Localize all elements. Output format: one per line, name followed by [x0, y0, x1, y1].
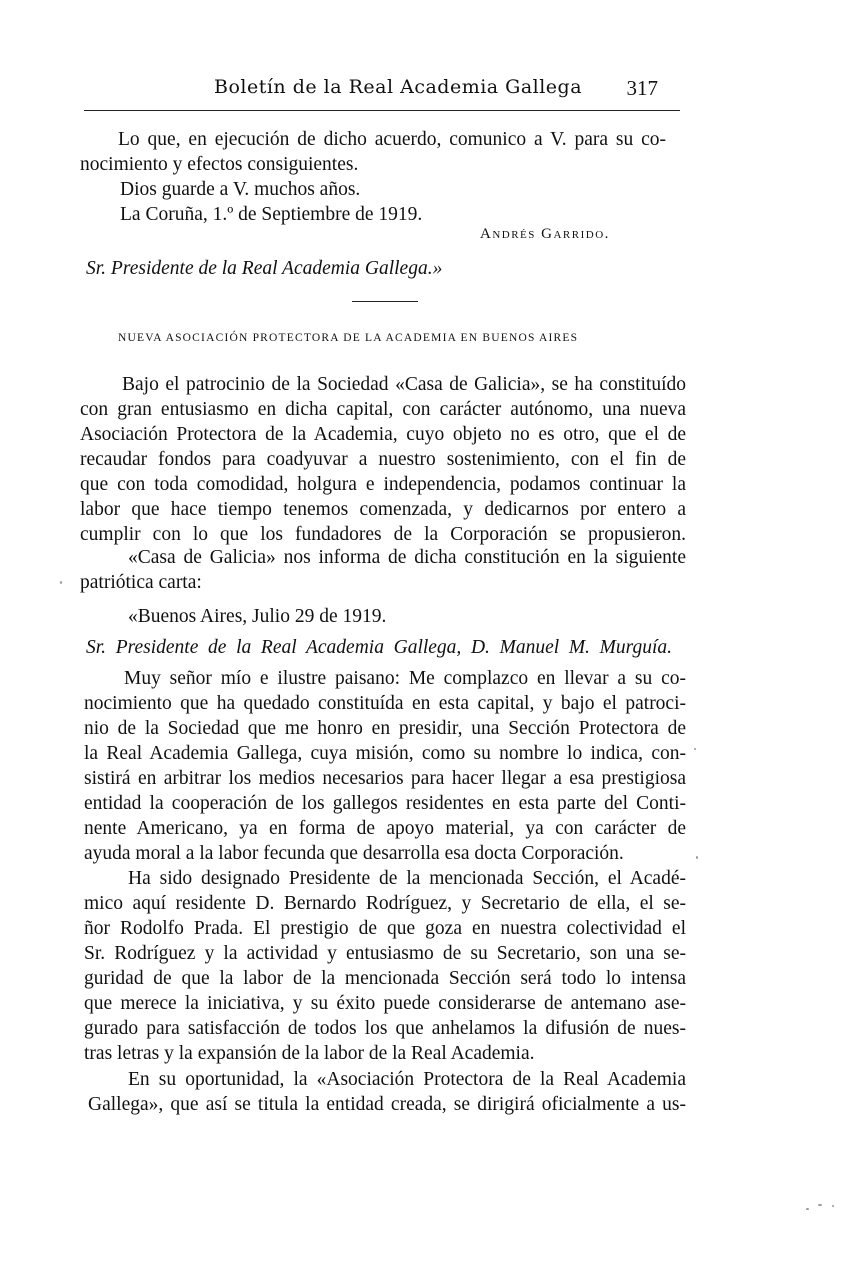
running-title: Boletín de la Real Academia Gallega	[214, 76, 583, 98]
salutation: Sr. Presidente de la Real Academia Gallega, D. Manuel M. Murguía.	[86, 637, 672, 658]
letter-body-line: mico aquí residente D. Bernardo Rodríguez, y Secretario de ella, el se-	[84, 893, 686, 914]
letter-close-line: La Coruña, 1.º de Septiembre de 1919.	[120, 204, 423, 225]
letter-body-line: nocimiento que ha quedado constituída en esta capital, y bajo el patroci-	[84, 693, 686, 714]
letter-close-line: nocimiento y efectos consiguientes.	[80, 154, 359, 175]
letter-body-line: sistirá en arbitrar los medios necesarios para hacer llegar a esa prestigiosa	[84, 768, 686, 789]
dateline: «Buenos Aires, Julio 29 de 1919.	[128, 606, 387, 627]
paragraph-line: patriótica carta:	[80, 572, 202, 593]
signature: Andrés Garrido.	[480, 226, 610, 242]
letter-body-line: tras letras y la expansión de la labor de la Real Academia.	[84, 1043, 535, 1064]
letter-body-line: ayuda moral a la labor fecunda que desarrolla esa docta Corporación.	[84, 843, 624, 864]
letter-body-line: Gallega», que así se titula la entidad creada, se dirigirá oficialmente a us-	[88, 1094, 686, 1115]
scan-speck	[60, 581, 62, 584]
scan-speck	[832, 1205, 834, 1207]
letter-body-line: nio de la Sociedad que me honro en presidir, una Sección Protectora de	[84, 718, 686, 739]
letter-body-line: la Real Academia Gallega, cuya misión, como su nombre lo indica, con-	[84, 743, 686, 764]
letter-body-line: ñor Rodolfo Prada. El prestigio de que goza en nuestra colectividad el	[84, 918, 686, 939]
paragraph-line: que con toda comodidad, holgura e independencia, podamos continuar la	[80, 474, 686, 495]
letter-body-line: guridad de que la labor de la mencionada Sección será todo lo intensa	[84, 968, 686, 989]
paragraph-line: «Casa de Galicia» nos informa de dicha constitución en la siguiente	[128, 547, 686, 568]
scan-speck	[806, 1208, 809, 1210]
paragraph-line: Asociación Protectora de la Academia, cuyo objeto no es otro, que el de	[80, 424, 686, 445]
letter-body-line: En su oportunidad, la «Asociación Protectora de la Real Academia	[128, 1069, 686, 1090]
letter-body-line: gurado para satisfacción de todos los que anhelamos la difusión de nues-	[84, 1018, 686, 1039]
scan-speck	[696, 856, 698, 859]
scan-speck	[694, 748, 696, 750]
paragraph-line: con gran entusiasmo en dicha capital, con carácter autónomo, una nueva	[80, 399, 686, 420]
paragraph-line: labor que hace tiempo tenemos comenzada, y dedicarnos por entero a	[80, 499, 686, 520]
letter-body-line: que merece la iniciativa, y su éxito puede considerarse de antemano ase-	[84, 993, 686, 1014]
page-number: 317	[626, 76, 658, 100]
letter-body-line: nente Americano, ya en forma de apoyo material, ya con carácter de	[84, 818, 686, 839]
letter-body-line: Sr. Rodríguez y la actividad y entusiasmo de su Secretario, son una se-	[84, 943, 686, 964]
letter-close-line: Dios guarde a V. muchos años.	[120, 179, 361, 200]
paragraph-line: recaudar fondos para coadyuvar a nuestro sostenimiento, con el fin de	[80, 449, 686, 470]
scan-speck	[818, 1204, 822, 1206]
letter-body-line: entidad la cooperación de los gallegos residentes en esta parte del Conti-	[84, 793, 686, 814]
letter-body-line: Muy señor mío e ilustre paisano: Me complazco en llevar a su co-	[124, 668, 686, 689]
letter-body-line: Ha sido designado Presidente de la mencionada Sección, el Acadé-	[128, 868, 686, 889]
paragraph-line: Bajo el patrocinio de la Sociedad «Casa de Galicia», se ha constituído	[122, 374, 686, 395]
addressee: Sr. Presidente de la Real Academia Gallega.»	[86, 258, 443, 279]
running-header	[84, 74, 680, 111]
paragraph-line: cumplir con lo que los fundadores de la Corporación se propusieron.	[80, 524, 686, 545]
section-heading: NUEVA ASOCIACIÓN PROTECTORA DE LA ACADEMIA EN BUENOS AIRES	[118, 332, 579, 344]
section-divider	[352, 301, 418, 302]
letter-close-line: Lo que, en ejecución de dicho acuerdo, comunico a V. para su co-	[118, 129, 666, 150]
